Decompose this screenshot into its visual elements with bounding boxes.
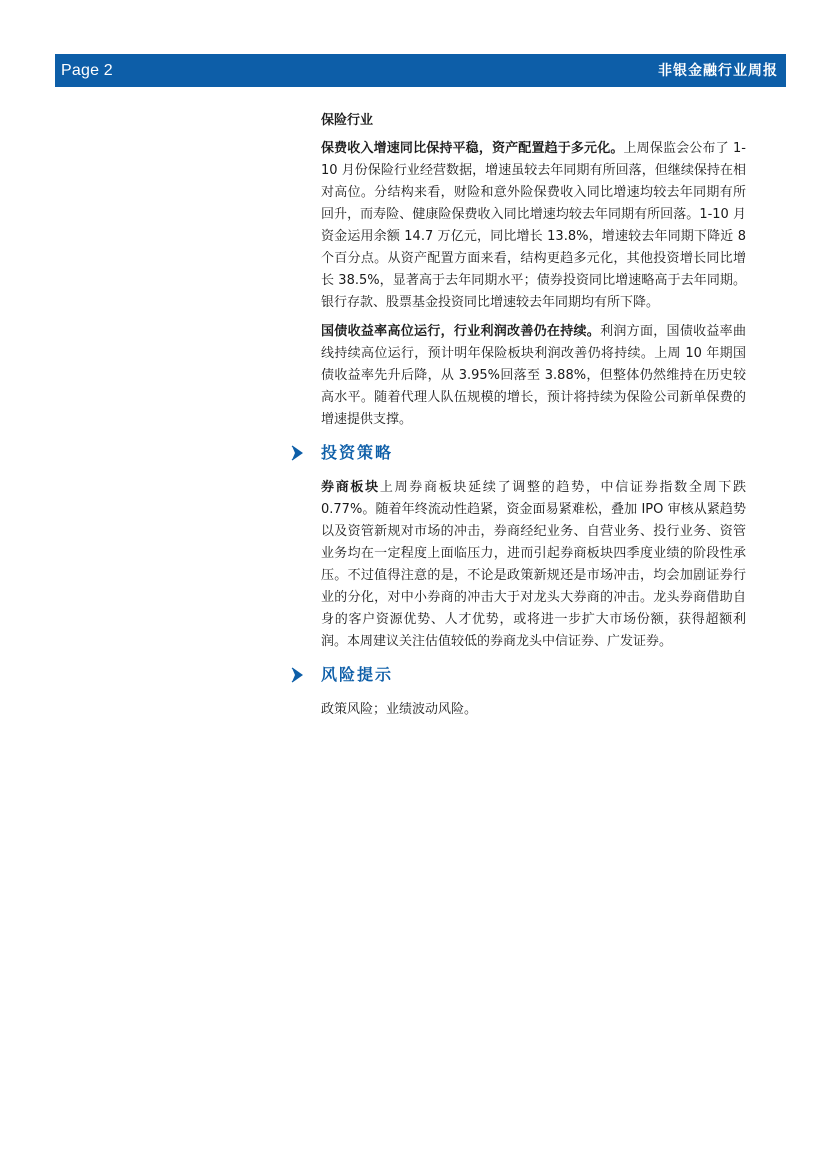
report-title: 非银金融行业周报 [658,63,778,79]
risk-title: 风险提示 [321,665,394,684]
strategy-body: 上周券商板块延续了调整的趋势，中信证券指数全周下跌 0.77%。随着年终流动性趋紧，资金面易紧难松，叠加 IPO 审核从紧趋势以及资管新规对市场的冲击，券商经纪业务、自营业务、投行业务、资管业务均在一定程度上面临压力，进而引起券商板块四季度业绩的阶段性承压。不过值得注意的是，不论是政策新规还是市场冲击，均会加剧证券行业的分化，对中小券商的冲击大于对龙头大券商的冲击。龙头券商借助自身的客户资源优势、人才优势，或将进一步扩大市场份额，获得超额利润。本周建议关注估值较低的券商龙头中信证券、广发证券。 [321,480,746,649]
strategy-section-heading [285,441,746,467]
page-header [55,54,786,87]
risk-paragraph: 政策风险；业绩波动风险。 [321,702,478,717]
yield-body: 利润方面，国债收益率曲线持续高位运行，预计明年保险板块利润改善仍将持续。上周 10 年期国债收益率先升后降，从 3.95%回落至 3.88%，但整体仍然维持在历史较高水平。随着代理人队伍规模的增长，预计将持续为保险公司新单保费的增速提供支撑。 [321,324,746,427]
insurance-heading: 保险行业 [321,113,374,128]
page-number: Page 2 [61,62,113,79]
insurance-yield-paragraph [321,321,746,431]
risk-section-heading [285,663,746,689]
premium-lead: 保费收入增速同比保持平稳，资产配置趋于多元化。 [321,141,624,156]
arrow-right-icon [291,445,303,461]
strategy-paragraph [321,477,746,653]
main-content [321,110,746,728]
insurance-premium-paragraph [321,138,746,314]
yield-lead: 国债收益率高位运行，行业利润改善仍在持续。 [321,324,601,339]
strategy-title: 投资策略 [321,443,394,462]
premium-body: 上周保监会公布了 1-10 月份保险行业经营数据，增速虽较去年同期有所回落，但继续保持在相对高位。分结构来看，财险和意外险保费收入同比增速均较去年同期有所回升，而寿险、健康险保费收入同比增速均较去年同期有所回落。1-10 月资金运用余额 14.7 万亿元，同比增长 13.8%，增速较去年同期下降近 8 个百分点。从资产配置方面来看，结构更趋多元化，其他投资增长同比增长 38.5%，显著高于去年同期水平；债券投资同比增速略高于去年同期。银行存款、股票基金投资同比增速较去年同期均有所下降。 [321,141,746,310]
arrow-right-icon [291,667,303,683]
strategy-lead: 券商板块 [321,480,380,495]
